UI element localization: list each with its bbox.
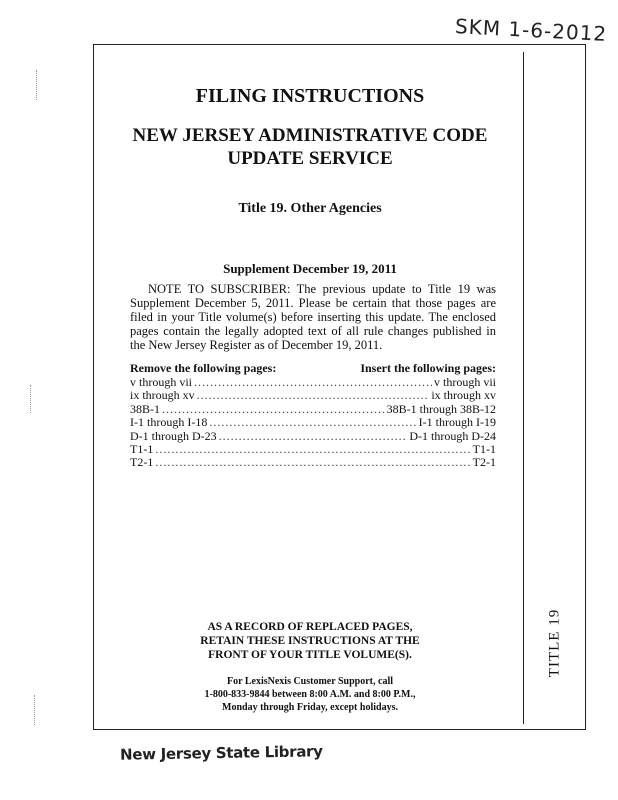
insert-cell: D-1 through D-24 xyxy=(409,428,496,443)
handwritten-note: SKM 1-6-2012 xyxy=(454,14,608,46)
insert-cell: T2-1 xyxy=(472,455,496,470)
table-row xyxy=(130,376,496,389)
insert-cell: T1-1 xyxy=(472,441,496,456)
document-title: FILING INSTRUCTIONS xyxy=(195,85,425,107)
insert-cell: ix through xv xyxy=(431,388,496,403)
leader-dots xyxy=(197,389,430,402)
remove-cell: T2-1 xyxy=(130,455,154,470)
table-row xyxy=(130,389,496,402)
scan-mark xyxy=(34,695,35,725)
record-instructions xyxy=(160,620,460,662)
support-info xyxy=(160,675,460,714)
support-line3: Monday through Friday, except holidays. xyxy=(222,702,398,713)
leader-dots xyxy=(155,443,470,456)
insert-cell: I-1 through I-19 xyxy=(418,415,496,430)
insert-cell: v through vii xyxy=(434,375,496,389)
spine-label: TITLE 19 xyxy=(546,608,563,678)
spine-divider xyxy=(523,52,524,724)
insert-cell: 38B-1 through 38B-12 xyxy=(386,401,496,416)
table-row xyxy=(130,430,496,443)
insert-header: Insert the following pages: xyxy=(360,361,496,375)
remove-cell: D-1 through D-23 xyxy=(130,428,217,443)
code-heading-line2: UPDATE SERVICE xyxy=(227,148,393,169)
table-row xyxy=(130,443,496,456)
table-row xyxy=(130,416,496,429)
remove-cell: T1-1 xyxy=(130,441,154,456)
record-line1: AS A RECORD OF REPLACED PAGES, xyxy=(207,621,413,633)
leader-dots xyxy=(219,430,408,443)
record-line2: RETAIN THESE INSTRUCTIONS AT THE xyxy=(200,635,420,647)
remove-cell: 38B-1 xyxy=(130,401,160,416)
leader-dots xyxy=(209,416,416,429)
library-stamp: New Jersey State Library xyxy=(119,742,323,764)
code-heading-line1: NEW JERSEY ADMINISTRATIVE CODE xyxy=(132,125,488,146)
support-line1: For LexisNexis Customer Support, call xyxy=(226,676,393,687)
pages-table xyxy=(130,376,496,470)
pages-table-header xyxy=(130,361,496,376)
leader-dots xyxy=(155,456,470,469)
leader-dots xyxy=(194,376,432,389)
remove-cell: v through vii xyxy=(130,375,192,389)
remove-header: Remove the following pages: xyxy=(130,361,277,375)
scan-mark xyxy=(36,70,37,100)
title-heading: Title 19. Other Agencies xyxy=(238,201,382,216)
remove-cell: I-1 through I-18 xyxy=(130,415,208,430)
remove-cell: ix through xv xyxy=(130,388,195,403)
record-line3: FRONT OF YOUR TITLE VOLUME(S). xyxy=(208,649,412,661)
subscriber-note: NOTE TO SUBSCRIBER: The previous update to Title 19 was Supplement December 5, 2011. Please be certain that those pages are filed in your Title volume(s) before inserting this update. The enclosed pages contain the legally adopted text of all rule changes published in the New Jersey Register as of December 19, 2011. xyxy=(130,282,496,352)
support-line2: 1-800-833-9844 between 8:00 A.M. and 8:00 P.M., xyxy=(204,689,416,700)
table-row xyxy=(130,403,496,416)
supplement-heading: Supplement December 19, 2011 xyxy=(223,261,397,276)
table-row xyxy=(130,456,496,469)
code-heading xyxy=(115,124,505,170)
leader-dots xyxy=(162,403,385,416)
scan-mark xyxy=(30,385,31,413)
